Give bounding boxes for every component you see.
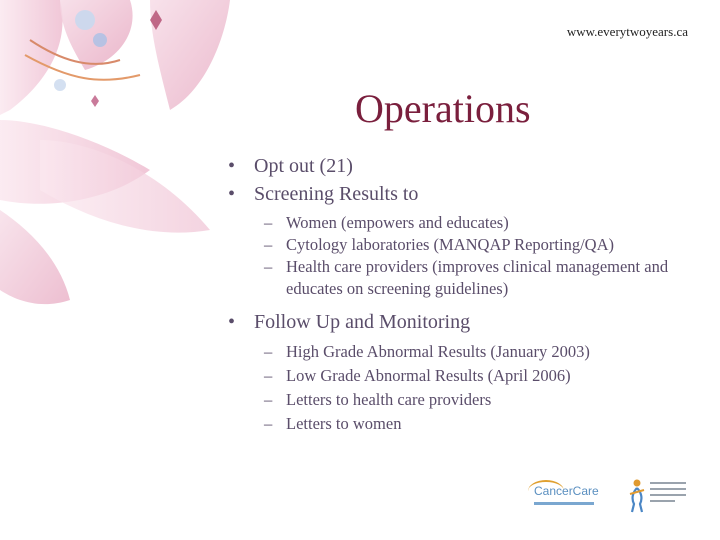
sub-bullet-text: Cytology laboratories (MANQAP Reporting/QA) [286,235,614,254]
sub-bullet-item [258,340,696,364]
bullet-opt-out [226,152,696,180]
sub-bullet-list [258,212,696,300]
sub-bullet-list [258,340,696,436]
sub-bullet-item [258,412,696,436]
figure-logo-icon [628,476,688,520]
sub-bullet-item [258,212,696,234]
dash-icon: – [264,213,273,232]
sub-bullet-text: High Grade Abnormal Results (January 2003) [286,342,590,361]
sub-bullet-item [258,388,696,412]
bullet-follow-up [226,308,696,336]
sub-bullet-item [258,256,696,300]
cancercare-logo-text: CancerCare [534,484,599,498]
bullet-dot-icon: • [228,311,236,333]
dash-icon: – [264,235,273,254]
dash-icon: – [264,414,273,433]
bullet-dot-icon: • [228,155,236,177]
sub-bullet-text: Health care providers (improves clinical management and educates on screening guidelines) [286,257,669,298]
sub-bullet-text: Low Grade Abnormal Results (April 2006) [286,366,571,385]
bullet-text: Follow Up and Monitoring [254,311,471,333]
footer-logos [528,476,688,520]
sub-bullet-item [258,234,696,256]
dash-icon: – [264,390,273,409]
slide-title: Operations [355,86,531,131]
bullet-text: Screening Results to [254,183,419,205]
bullet-list [226,152,696,436]
bullet-dot-icon: • [228,183,236,205]
flower-decoration-icon [0,0,230,330]
dash-icon: – [264,366,273,385]
sub-bullet-text: Letters to health care providers [286,390,492,409]
sub-bullet-item [258,364,696,388]
website-url: www.everytwoyears.ca [566,24,688,39]
dash-icon: – [264,257,273,276]
sub-bullet-text: Letters to women [286,414,402,433]
sub-bullet-text: Women (empowers and educates) [286,213,509,232]
bullet-screening-results [226,180,696,208]
cancercare-logo-icon [528,480,620,518]
bullet-text: Opt out (21) [254,155,353,177]
dash-icon: – [264,342,273,361]
